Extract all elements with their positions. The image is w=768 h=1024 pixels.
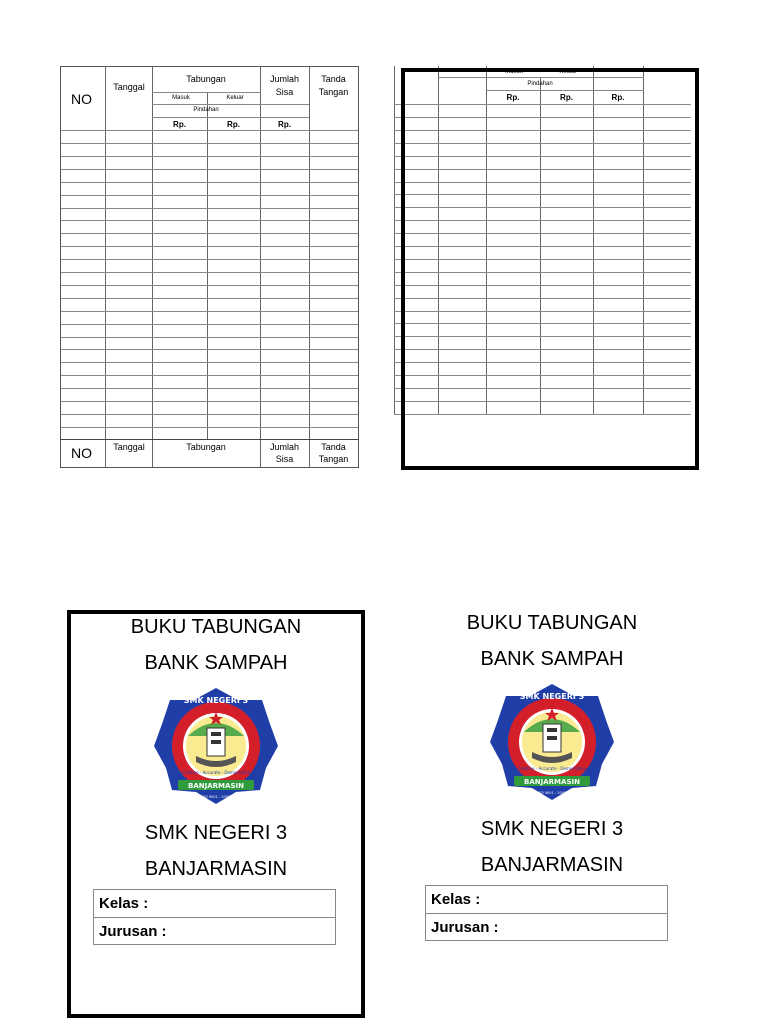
header-keluar: Keluar bbox=[226, 95, 244, 101]
table-row bbox=[61, 220, 358, 221]
header-divider bbox=[152, 104, 309, 105]
table-row bbox=[61, 362, 358, 363]
school-name-line2: BANJARMASIN bbox=[144, 858, 288, 880]
footer-tanda: Tanda bbox=[321, 442, 346, 452]
footer-tabungan: Tabungan bbox=[186, 442, 226, 452]
table-row bbox=[61, 169, 358, 170]
header-rp: Rp. bbox=[506, 93, 520, 102]
footer-sisa: Sisa bbox=[275, 454, 294, 464]
header-jumlah: Jumlah bbox=[269, 74, 299, 84]
school-logo bbox=[152, 686, 280, 806]
logo-top-text: SMK NEGERI 3 bbox=[519, 692, 585, 701]
cover-title-line2: BANK SAMPAH bbox=[480, 648, 624, 670]
cover-front bbox=[67, 610, 365, 1018]
logo-motto: Creative - Accurate - Democrative bbox=[517, 766, 587, 771]
header-tabungan: Tabungan bbox=[186, 74, 226, 84]
jurusan-field[interactable]: Jurusan : bbox=[426, 913, 667, 941]
header-keluar: Keluar bbox=[559, 69, 577, 75]
cover-title-line1: BUKU TABUNGAN bbox=[130, 616, 302, 638]
table-row bbox=[61, 285, 358, 286]
logo-banner: BANJARMASIN bbox=[524, 778, 580, 786]
logo-iso: ISO 9001 : 2008 bbox=[537, 791, 567, 795]
school-logo bbox=[488, 682, 616, 802]
table-row bbox=[61, 388, 358, 389]
kelas-field[interactable]: Kelas : bbox=[431, 891, 481, 908]
header-sisa: Sisa bbox=[275, 87, 294, 97]
table-row bbox=[61, 414, 358, 415]
ledger-sheet-front bbox=[60, 66, 359, 468]
logo-motto: Creative - Accurate - Democrative bbox=[181, 770, 251, 775]
table-row bbox=[61, 246, 358, 247]
footer-tanggal: Tanggal bbox=[113, 442, 145, 452]
header-divider bbox=[152, 117, 309, 118]
header-rp: Rp. bbox=[278, 120, 291, 129]
table-row bbox=[61, 195, 358, 196]
header-divider bbox=[152, 92, 261, 93]
student-info-box bbox=[425, 885, 668, 941]
table-row bbox=[61, 324, 358, 325]
table-row bbox=[61, 208, 358, 209]
table-row bbox=[61, 143, 358, 144]
sheet-frame bbox=[401, 68, 699, 470]
header-tanda: Tanda bbox=[321, 74, 346, 84]
logo-iso: ISO 9001 : 2008 bbox=[201, 795, 231, 799]
header-pindahan: Pindahan bbox=[527, 81, 553, 87]
footer-tangan: Tangan bbox=[318, 454, 349, 464]
footer-divider bbox=[61, 439, 358, 440]
jurusan-field[interactable]: Jurusan : bbox=[94, 917, 335, 945]
table-row bbox=[61, 375, 358, 376]
table-row bbox=[61, 182, 358, 183]
logo-top-text: SMK NEGERI 3 bbox=[183, 696, 249, 705]
header-rp: Rp. bbox=[560, 93, 573, 102]
logo-banner: BANJARMASIN bbox=[188, 782, 244, 790]
header-rp: Rp. bbox=[173, 120, 186, 129]
table-row bbox=[61, 259, 358, 260]
header-tangan: Tangan bbox=[318, 87, 349, 97]
table-row bbox=[61, 427, 358, 428]
header-no: NO bbox=[71, 91, 92, 107]
cover-title-line2: BANK SAMPAH bbox=[144, 652, 288, 674]
footer-jumlah: Jumlah bbox=[269, 442, 299, 452]
table-row bbox=[61, 337, 358, 338]
table-row bbox=[61, 349, 358, 350]
cover-back bbox=[403, 610, 701, 1018]
school-name-line1: SMK NEGERI 3 bbox=[144, 822, 288, 844]
school-name-line1: SMK NEGERI 3 bbox=[480, 818, 624, 840]
footer-no: NO bbox=[71, 445, 92, 461]
student-info-box bbox=[93, 889, 336, 945]
table-row bbox=[61, 298, 358, 299]
col-divider bbox=[105, 67, 106, 467]
cover-title-line1: BUKU TABUNGAN bbox=[466, 612, 638, 634]
header-masuk: Masuk bbox=[172, 95, 190, 101]
table-row bbox=[61, 233, 358, 234]
header-rp: Rp. bbox=[227, 120, 240, 129]
table-row bbox=[61, 156, 358, 157]
school-name-line2: BANJARMASIN bbox=[480, 854, 624, 876]
header-pindahan: Pindahan bbox=[193, 107, 219, 113]
header-rp: Rp. bbox=[611, 93, 625, 102]
header-tanggal: Tanggal bbox=[113, 82, 145, 92]
col-divider bbox=[309, 67, 310, 467]
kelas-field[interactable]: Kelas : bbox=[99, 895, 149, 912]
table-row bbox=[61, 311, 358, 312]
table-row bbox=[61, 272, 358, 273]
table-row bbox=[61, 401, 358, 402]
header-masuk: Masuk bbox=[505, 69, 523, 75]
